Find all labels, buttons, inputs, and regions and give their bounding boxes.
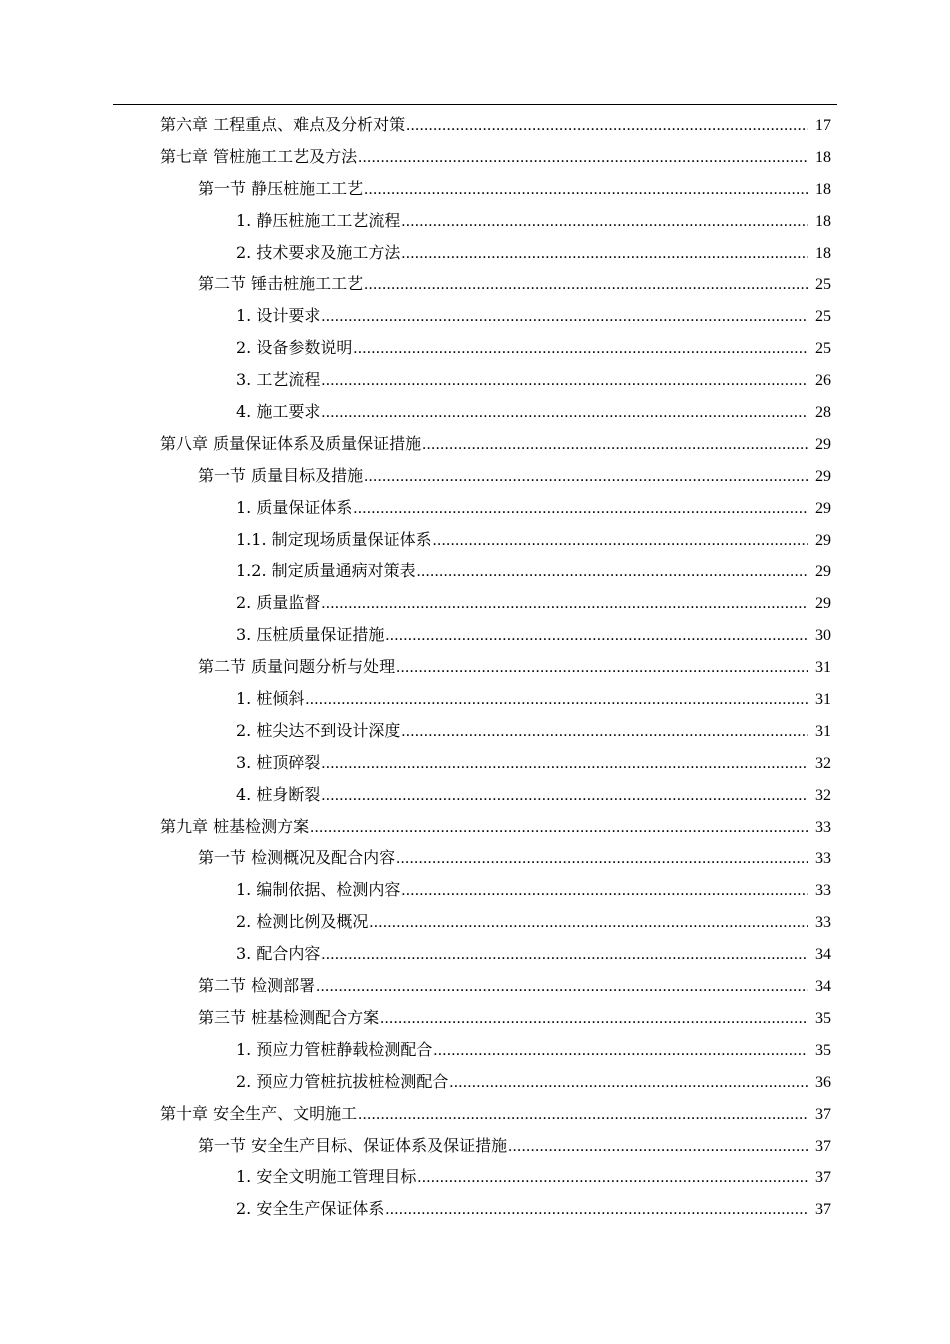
toc-dot-leader — [401, 716, 808, 748]
toc-entry-title: 第二节 质量问题分析与处理 — [198, 657, 396, 677]
toc-entry-title: 2. 桩尖达不到设计深度 — [236, 720, 401, 740]
toc-entry-page: 29 — [815, 563, 831, 581]
toc-entry-page: 31 — [815, 691, 831, 709]
toc-entry[interactable] — [160, 428, 831, 460]
toc-entry-page: 30 — [815, 627, 831, 645]
toc-dot-leader — [321, 365, 808, 397]
toc-entry-page: 29 — [815, 467, 831, 485]
toc-dot-leader — [380, 1003, 808, 1035]
toc-entry-page: 31 — [815, 722, 831, 740]
toc-entry-page: 28 — [815, 404, 831, 422]
toc-dot-leader — [417, 556, 808, 588]
toc-entry-title: 1. 设计要求 — [236, 306, 321, 326]
toc-entry-page: 17 — [815, 117, 831, 134]
toc-entry[interactable] — [198, 460, 831, 492]
toc-entry-title: 1.1. 制定现场质量保证体系 — [236, 529, 432, 549]
toc-entry[interactable] — [236, 1034, 831, 1066]
toc-entry-title: 1.2. 制定质量通病对策表 — [236, 561, 416, 581]
toc-entry-title: 第十章 安全生产、文明施工 — [160, 1103, 358, 1123]
toc-entry-title: 2. 预应力管桩抗拔桩检测配合 — [236, 1071, 449, 1091]
toc-entry-page: 32 — [815, 786, 831, 804]
toc-entry[interactable] — [236, 555, 831, 587]
toc-dot-leader — [321, 397, 808, 429]
toc-dot-leader — [508, 1131, 808, 1163]
toc-entry-title: 第九章 桩基检测方案 — [160, 816, 310, 836]
toc-dot-leader — [310, 812, 808, 844]
toc-dot-leader — [358, 142, 808, 174]
toc-entry[interactable] — [236, 619, 831, 651]
toc-entry-title: 4. 施工要求 — [236, 402, 321, 422]
toc-entry-title: 1. 桩倾斜 — [236, 689, 305, 709]
toc-entry-page: 29 — [815, 595, 831, 613]
toc-entry-title: 4. 桩身断裂 — [236, 784, 321, 804]
toc-dot-leader — [396, 652, 808, 684]
header-rule — [113, 104, 837, 105]
toc-entry[interactable] — [236, 874, 831, 906]
toc-entry[interactable] — [160, 811, 831, 843]
toc-entry-title: 第六章 工程重点、难点及分析对策 — [160, 115, 406, 134]
toc-entry-title: 1. 质量保证体系 — [236, 497, 353, 517]
toc-entry[interactable] — [236, 364, 831, 396]
toc-entry[interactable] — [236, 205, 831, 237]
toc-entry-title: 1. 安全文明施工管理目标 — [236, 1167, 417, 1187]
toc-entry-page: 36 — [815, 1073, 831, 1091]
toc-entry-title: 3. 压桩质量保证措施 — [236, 625, 385, 645]
toc-dot-leader — [396, 843, 808, 875]
toc-entry-title: 2. 设备参数说明 — [236, 338, 353, 358]
toc-entry[interactable] — [160, 109, 831, 141]
toc-entry[interactable] — [236, 492, 831, 524]
toc-dot-leader — [321, 301, 808, 333]
toc-entry[interactable] — [236, 332, 831, 364]
toc-entry-title: 第八章 质量保证体系及质量保证措施 — [160, 433, 422, 453]
toc-entry-title: 第二节 锤击桩施工工艺 — [198, 274, 364, 294]
toc-entry-title: 1. 静压桩施工工艺流程 — [236, 210, 401, 230]
toc-entry-title: 2. 技术要求及施工方法 — [236, 242, 401, 262]
toc-entry[interactable] — [198, 173, 831, 205]
toc-entry[interactable] — [236, 715, 831, 747]
toc-entry-page: 25 — [815, 276, 831, 294]
toc-dot-leader — [321, 939, 808, 971]
toc-entry-title: 第三节 桩基检测配合方案 — [198, 1007, 380, 1027]
toc-dot-leader — [401, 206, 808, 238]
toc-dot-leader — [305, 684, 808, 716]
toc-dot-leader — [364, 174, 808, 206]
toc-dot-leader — [401, 238, 808, 270]
toc-entry-title: 第一节 静压桩施工工艺 — [198, 178, 364, 198]
toc-entry[interactable] — [236, 396, 831, 428]
toc-dot-leader — [353, 493, 808, 525]
toc-entry-page: 33 — [815, 818, 831, 836]
toc-entry[interactable] — [236, 1161, 831, 1193]
toc-dot-leader — [364, 461, 808, 493]
toc-dot-leader — [358, 1099, 808, 1131]
toc-entry-title: 2. 安全生产保证体系 — [236, 1199, 385, 1219]
toc-entry-page: 18 — [815, 212, 831, 230]
toc-entry-page: 25 — [815, 340, 831, 358]
toc-entry-title: 2. 检测比例及概况 — [236, 912, 369, 932]
toc-entry-page: 32 — [815, 754, 831, 772]
toc-dot-leader — [321, 588, 808, 620]
toc-entry-page: 37 — [815, 1169, 831, 1187]
toc-entry[interactable] — [236, 747, 831, 779]
toc-entry-title: 第七章 管桩施工工艺及方法 — [160, 146, 358, 166]
toc-entry[interactable] — [198, 1130, 831, 1162]
toc-entry[interactable] — [160, 141, 831, 173]
toc-entry[interactable] — [198, 970, 831, 1002]
toc-entry-page: 26 — [815, 372, 831, 390]
toc-entry[interactable] — [198, 1002, 831, 1034]
toc-entry-page: 18 — [815, 244, 831, 262]
toc-entry[interactable] — [236, 906, 831, 938]
toc-entry-page: 25 — [815, 308, 831, 326]
toc-dot-leader — [321, 780, 808, 812]
toc-entry-page: 29 — [815, 435, 831, 453]
toc-entry-page: 34 — [815, 978, 831, 996]
toc-entry-title: 3. 配合内容 — [236, 944, 321, 964]
toc-entry[interactable] — [236, 1193, 831, 1225]
toc-entry-page: 31 — [815, 659, 831, 677]
toc-entry[interactable] — [160, 1098, 831, 1130]
toc-entry-title: 3. 工艺流程 — [236, 370, 321, 390]
toc-entry-title: 1. 编制依据、检测内容 — [236, 880, 401, 900]
toc-entry-title: 第一节 质量目标及措施 — [198, 465, 364, 485]
toc-entry-title: 2. 质量监督 — [236, 593, 321, 613]
toc-dot-leader — [369, 907, 808, 939]
toc-entry-page: 37 — [815, 1137, 831, 1155]
toc-entry-page: 33 — [815, 882, 831, 900]
toc-dot-leader — [385, 1194, 808, 1226]
toc-entry-page: 18 — [815, 180, 831, 198]
toc-entry-page: 37 — [815, 1105, 831, 1123]
toc-entry-title: 第一节 检测概况及配合内容 — [198, 848, 396, 868]
toc-entry-page: 29 — [815, 499, 831, 517]
toc-dot-leader — [433, 1035, 808, 1067]
toc-entry-page: 33 — [815, 850, 831, 868]
toc-entry-page: 34 — [815, 946, 831, 964]
toc-dot-leader — [401, 875, 808, 907]
toc-entry-page: 18 — [815, 148, 831, 166]
toc-dot-leader — [422, 429, 808, 461]
toc-dot-leader — [364, 269, 808, 301]
toc-entry[interactable] — [198, 651, 831, 683]
toc-entry[interactable] — [198, 842, 831, 874]
toc-dot-leader — [406, 110, 808, 142]
toc-entry[interactable] — [236, 1066, 831, 1098]
toc-entry[interactable] — [236, 524, 831, 556]
toc-entry-title: 第二节 检测部署 — [198, 976, 316, 996]
toc-entry-page: 29 — [815, 531, 831, 549]
toc-dot-leader — [353, 333, 808, 365]
toc-entry[interactable] — [198, 268, 831, 300]
toc-dot-leader — [417, 1162, 808, 1194]
toc-entry[interactable] — [236, 938, 831, 970]
table-of-contents — [0, 109, 950, 1225]
toc-entry[interactable] — [236, 300, 831, 332]
toc-entry[interactable] — [236, 779, 831, 811]
toc-entry-title: 第一节 安全生产目标、保证体系及保证措施 — [198, 1135, 508, 1155]
toc-dot-leader — [385, 620, 808, 652]
toc-entry-page: 33 — [815, 914, 831, 932]
toc-dot-leader — [316, 971, 808, 1003]
toc-dot-leader — [433, 525, 808, 557]
toc-entry[interactable] — [236, 237, 831, 269]
toc-entry[interactable] — [236, 587, 831, 619]
toc-entry-page: 35 — [815, 1041, 831, 1059]
toc-entry[interactable] — [236, 683, 831, 715]
toc-entry-page: 37 — [815, 1201, 831, 1219]
toc-entry-page: 35 — [815, 1009, 831, 1027]
toc-entry-title: 3. 桩顶碎裂 — [236, 752, 321, 772]
toc-entry-title: 1. 预应力管桩静载检测配合 — [236, 1039, 433, 1059]
toc-dot-leader — [449, 1067, 808, 1099]
toc-dot-leader — [321, 748, 808, 780]
